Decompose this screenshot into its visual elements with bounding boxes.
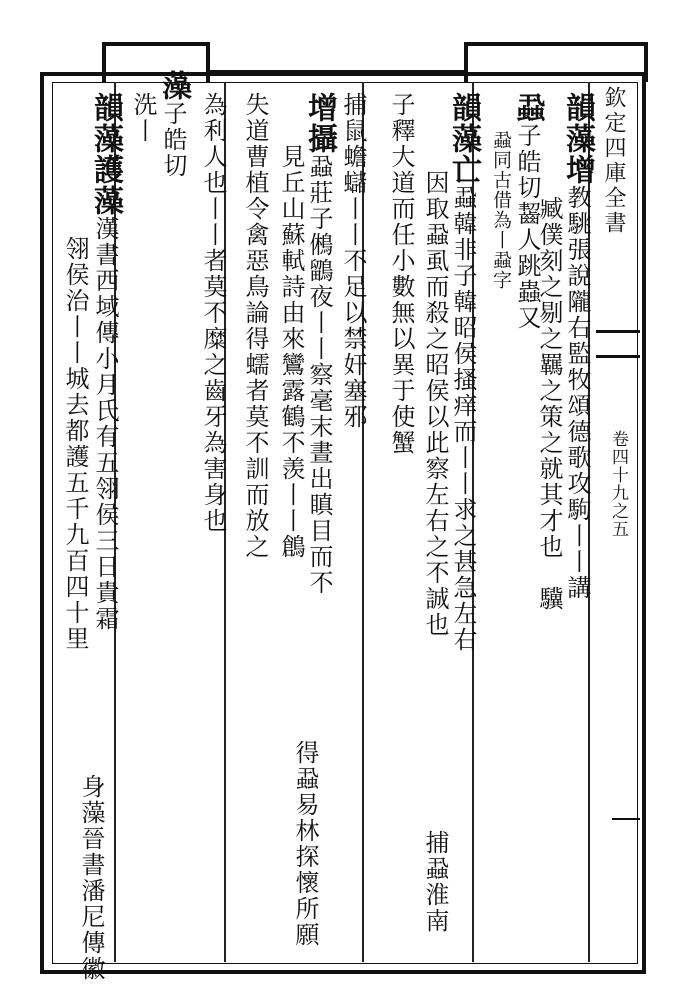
text-column	[384, 92, 418, 456]
entry-head: 韻藻增	[560, 92, 595, 185]
entry-head: 藻	[156, 70, 191, 101]
text-column	[274, 92, 308, 560]
entry-text: 捕鼠蟾蠩丨丨不足以禁奸塞邪	[339, 92, 367, 430]
text-column	[58, 236, 92, 652]
entry-head: 蝨	[510, 92, 545, 123]
text-column	[484, 130, 518, 290]
text-column	[238, 92, 272, 560]
entry-text: 教駣張說隴右監牧頌德歌攻駒丨丨講	[563, 185, 591, 601]
entry-head: 韻藻護藻	[88, 92, 123, 216]
entry-text: 臧僕刻之剔之羈之策之就其才也 驥	[535, 92, 563, 612]
entry-text: 子皓切	[159, 101, 187, 179]
entry-text: 蝨韓非子韓昭侯搔痒而丨丨求之甚急左右	[449, 185, 477, 653]
entry-text: 因取蝨虱而殺之昭侯以此察左右之不誠也	[421, 92, 449, 638]
text-column	[418, 92, 452, 638]
entry-text: 失道曹植令禽惡鳥論得蠕者莫不訓而放之	[241, 92, 269, 560]
margin-title: 欽定四庫全書	[601, 86, 626, 236]
entry-text: 捕蝨淮南	[421, 830, 449, 934]
text-column	[288, 740, 322, 948]
margin-tick	[612, 818, 640, 820]
entry-text: 見丘山蘇軾詩由來鸞露鶴不羡丨丨鶬	[277, 92, 305, 560]
entry-text: 子釋大道而任小數無以異于使蟹	[387, 92, 415, 456]
entry-text: 為利人也丨丨者莫不糜之齒牙為害身也	[199, 92, 227, 534]
entry-text: 身藻晉書潘尼傳徽	[77, 774, 105, 982]
text-column	[156, 70, 190, 179]
entry-text: 洗丨	[129, 92, 157, 144]
text-column	[336, 92, 370, 430]
frame-top-rule	[210, 70, 464, 74]
entry-text: 蝨莊子鵂鶹夜丨丨察毫末晝出瞋目而不	[305, 154, 333, 596]
text-column	[74, 774, 108, 982]
margin-volume: 卷四十九之五	[608, 430, 628, 538]
entry-text: 蝨同古借為丨蝨字	[490, 130, 512, 290]
entry-head: 增攝	[302, 92, 337, 154]
entry-text: 漢書西域傳小月氏有五翎侯三日貴霜	[91, 216, 119, 632]
text-column	[418, 830, 452, 934]
entry-text: 子皓切齧人跳蟲又	[513, 123, 541, 331]
text-column	[126, 92, 160, 144]
text-column	[196, 92, 230, 534]
entry-text: 得蝨易林探懷所願	[291, 740, 319, 948]
entry-head: 韻藻亡	[446, 92, 481, 185]
entry-text: 翎侯治丨丨城去都護五千九百四十里	[61, 236, 89, 652]
text-column	[88, 92, 122, 632]
fishtail-mark	[596, 330, 640, 358]
